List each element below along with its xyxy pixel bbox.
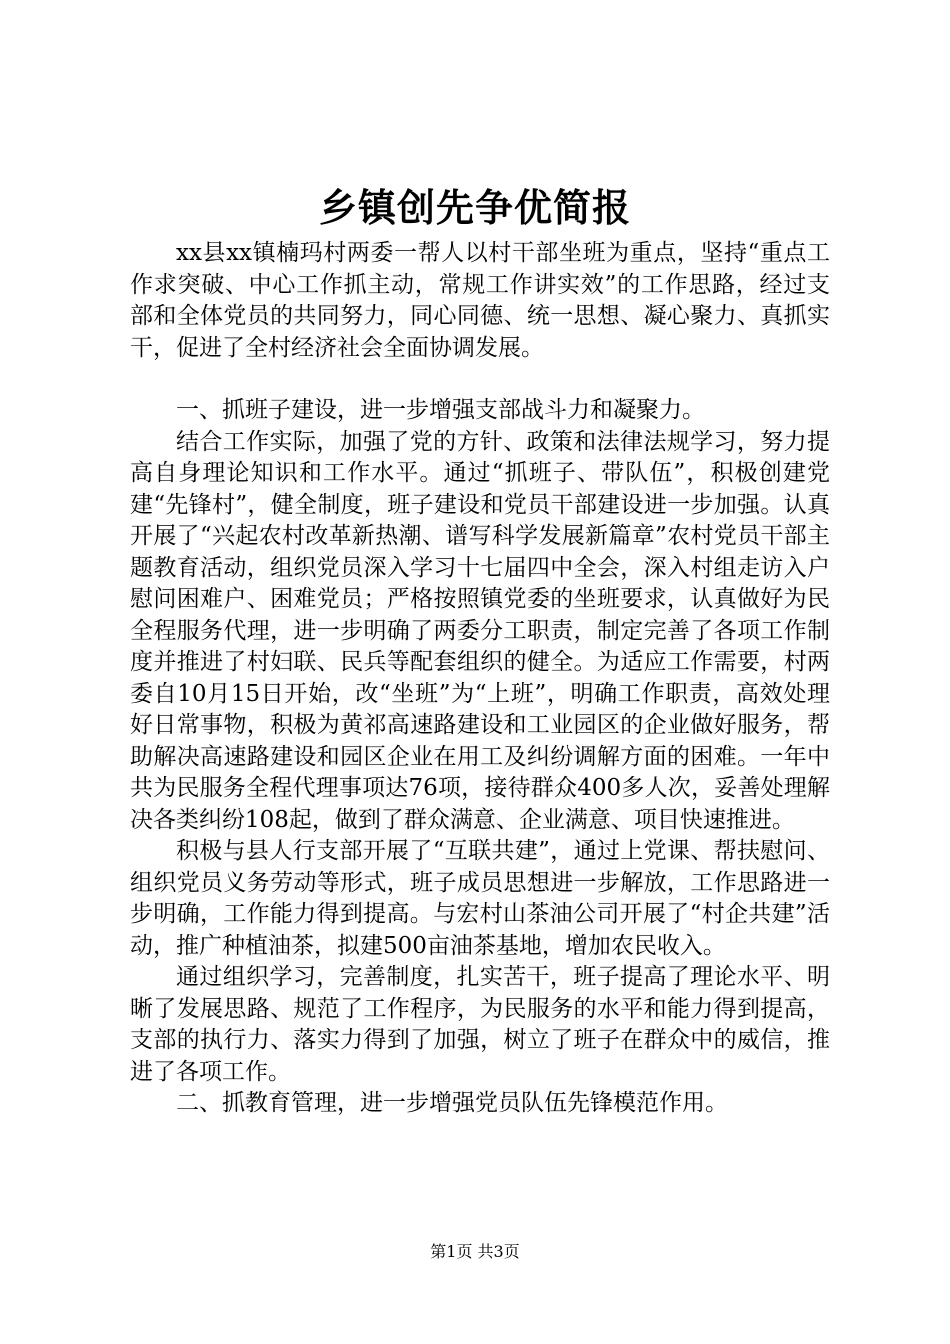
- document-title: 乡镇创先争优简报: [318, 185, 631, 230]
- document-body: [130, 238, 830, 1120]
- page-number-footer: 第1页 共3页: [430, 1242, 520, 1261]
- paragraph-joint-construction: 积极与县人行支部开展了“互联共建”，通过上党课、帮扶慰问、组织党员义务劳动等形式，班子成员思想进一步解放，工作思路进一步明确，工作能力得到提高。与宏村山茶油公司开展了“村企共建”活动，推广种植油茶，拟建500亩油茶基地，增加农民收入。: [130, 838, 830, 959]
- section-heading-2: 二、抓教育管理，进一步增强党员队伍先锋模范作用。: [176, 1090, 728, 1116]
- paragraph-intro: xx县xx镇楠玛村两委一帮人以村干部坐班为重点，坚持“重点工作求突破、中心工作抓主动，常规工作讲实效”的工作思路，经过支部和全体党员的共同努力，同心同德、统一思想、凝心聚力、真抓实干，促进了全村经济社会全面协调发展。: [130, 240, 830, 361]
- paragraph-team-building: 结合工作实际，加强了党的方针、政策和法律法规学习，努力提高自身理论知识和工作水平。通过“抓班子、带队伍”，积极创建党建“先锋村”，健全制度，班子建设和党员干部建设进一步加强。认真开展了“兴起农村改革新热潮、谱写科学发展新篇章”农村党员干部主题教育活动，组织党员深入学习十七届四中全会，深入村组走访入户慰问困难户、困难党员；严格按照镇党委的坐班要求，认真做好为民全程服务代理，进一步明确了两委分工职责，制定完善了各项工作制度并推进了村妇联、民兵等配套组织的健全。为适应工作需要，村两委自10月15日开始，改“坐班”为“上班”，明确工作职责，高效处理好日常事物，积极为黄祁高速路建设和工业园区的企业做好服务，帮助解决高速路建设和园区企业在用工及纠纷调解方面的困难。一年中共为民服务全程代理事项达76项，接待群众400多人次，妥善处理解决各类纠纷108起，做到了群众满意、企业满意、项目快速推进。: [130, 428, 830, 833]
- paragraph-results: 通过组织学习，完善制度，扎实苦干，班子提高了理论水平、明晰了发展思路、规范了工作程序，为民服务的水平和能力得到提高，支部的执行力、落实力得到了加强，树立了班子在群众中的威信，推进了各项工作。: [130, 964, 830, 1085]
- section-heading-1: 一、抓班子建设，进一步增强支部战斗力和凝聚力。: [176, 397, 705, 423]
